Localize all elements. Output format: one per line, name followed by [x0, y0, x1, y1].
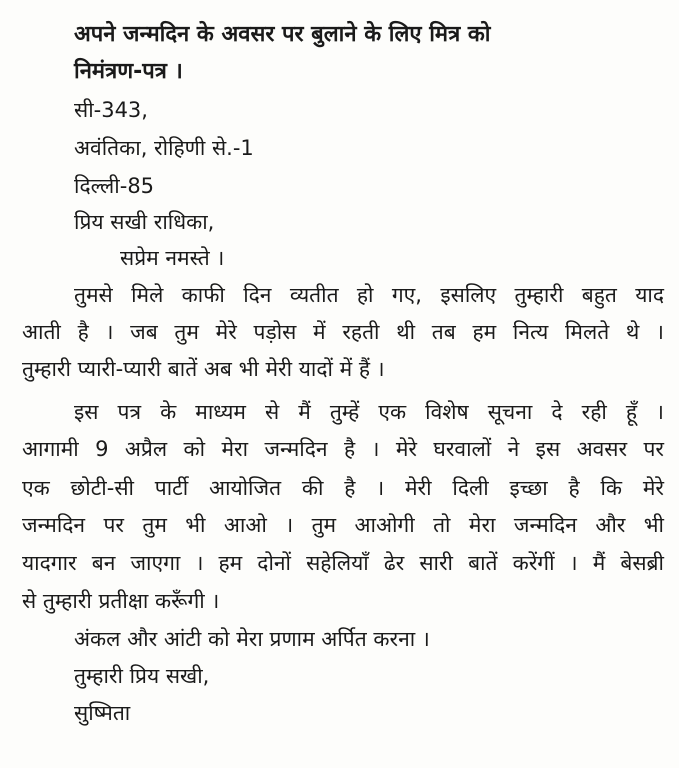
paragraph-2-line-6: से तुम्हारी प्रतीक्षा करूँगी ।	[22, 589, 220, 613]
paragraph-1-line-3: तुम्हारी प्यारी-प्यारी बातें अब भी मेरी यादों में हैं ।	[22, 357, 385, 381]
paragraph-2-line-1: इस पत्र के माध्यम से मैं तुम्हें एक विशेष सूचना दे रही हूँ ।	[74, 400, 664, 424]
paragraph-2-line-2: आगामी 9 अप्रैल को मेरा जन्मदिन है । मेरे घरवालों ने इस अवसर पर	[22, 437, 664, 461]
letter-title-line-1: अपने जन्मदिन के अवसर पर बुलाने के लिए मित्र को	[74, 22, 491, 47]
letter-title-line-2: निमंत्रण-पत्र ।	[74, 59, 183, 84]
paragraph-2-line-3: एक छोटी-सी पार्टी आयोजित की है । मेरी दिली इच्छा है कि मेरे	[22, 476, 664, 500]
paragraph-1-line-1: तुमसे मिले काफी दिन व्यतीत हो गए, इसलिए तुम्हारी बहुत याद	[74, 283, 664, 307]
salutation: प्रिय सखी राधिका,	[74, 210, 215, 234]
signature: सुष्मिता	[74, 701, 131, 725]
closing: तुम्हारी प्रिय सखी,	[74, 664, 210, 688]
address-line-3: दिल्ली-85	[74, 174, 155, 198]
paragraph-2-line-4: जन्मदिन पर तुम भी आओ । तुम आओगी तो मेरा जन्मदिन और भी	[22, 513, 664, 537]
address-line-1: सी-343,	[74, 98, 148, 122]
paragraph-2-line-5: यादगार बन जाएगा । हम दोनों सहेलियाँ ढेर सारी बातें करेंगीं । मैं बेसब्री	[22, 551, 664, 575]
paragraph-1-line-2: आती है । जब तुम मेरे पड़ोस में रहती थी तब हम नित्य मिलते थे ।	[22, 320, 664, 344]
paragraph-3: अंकल और आंटी को मेरा प्रणाम अर्पित करना ।	[74, 627, 430, 651]
address-line-2: अवंतिका, रोहिणी से.-1	[74, 136, 254, 160]
greeting: सप्रेम नमस्ते ।	[120, 246, 225, 270]
